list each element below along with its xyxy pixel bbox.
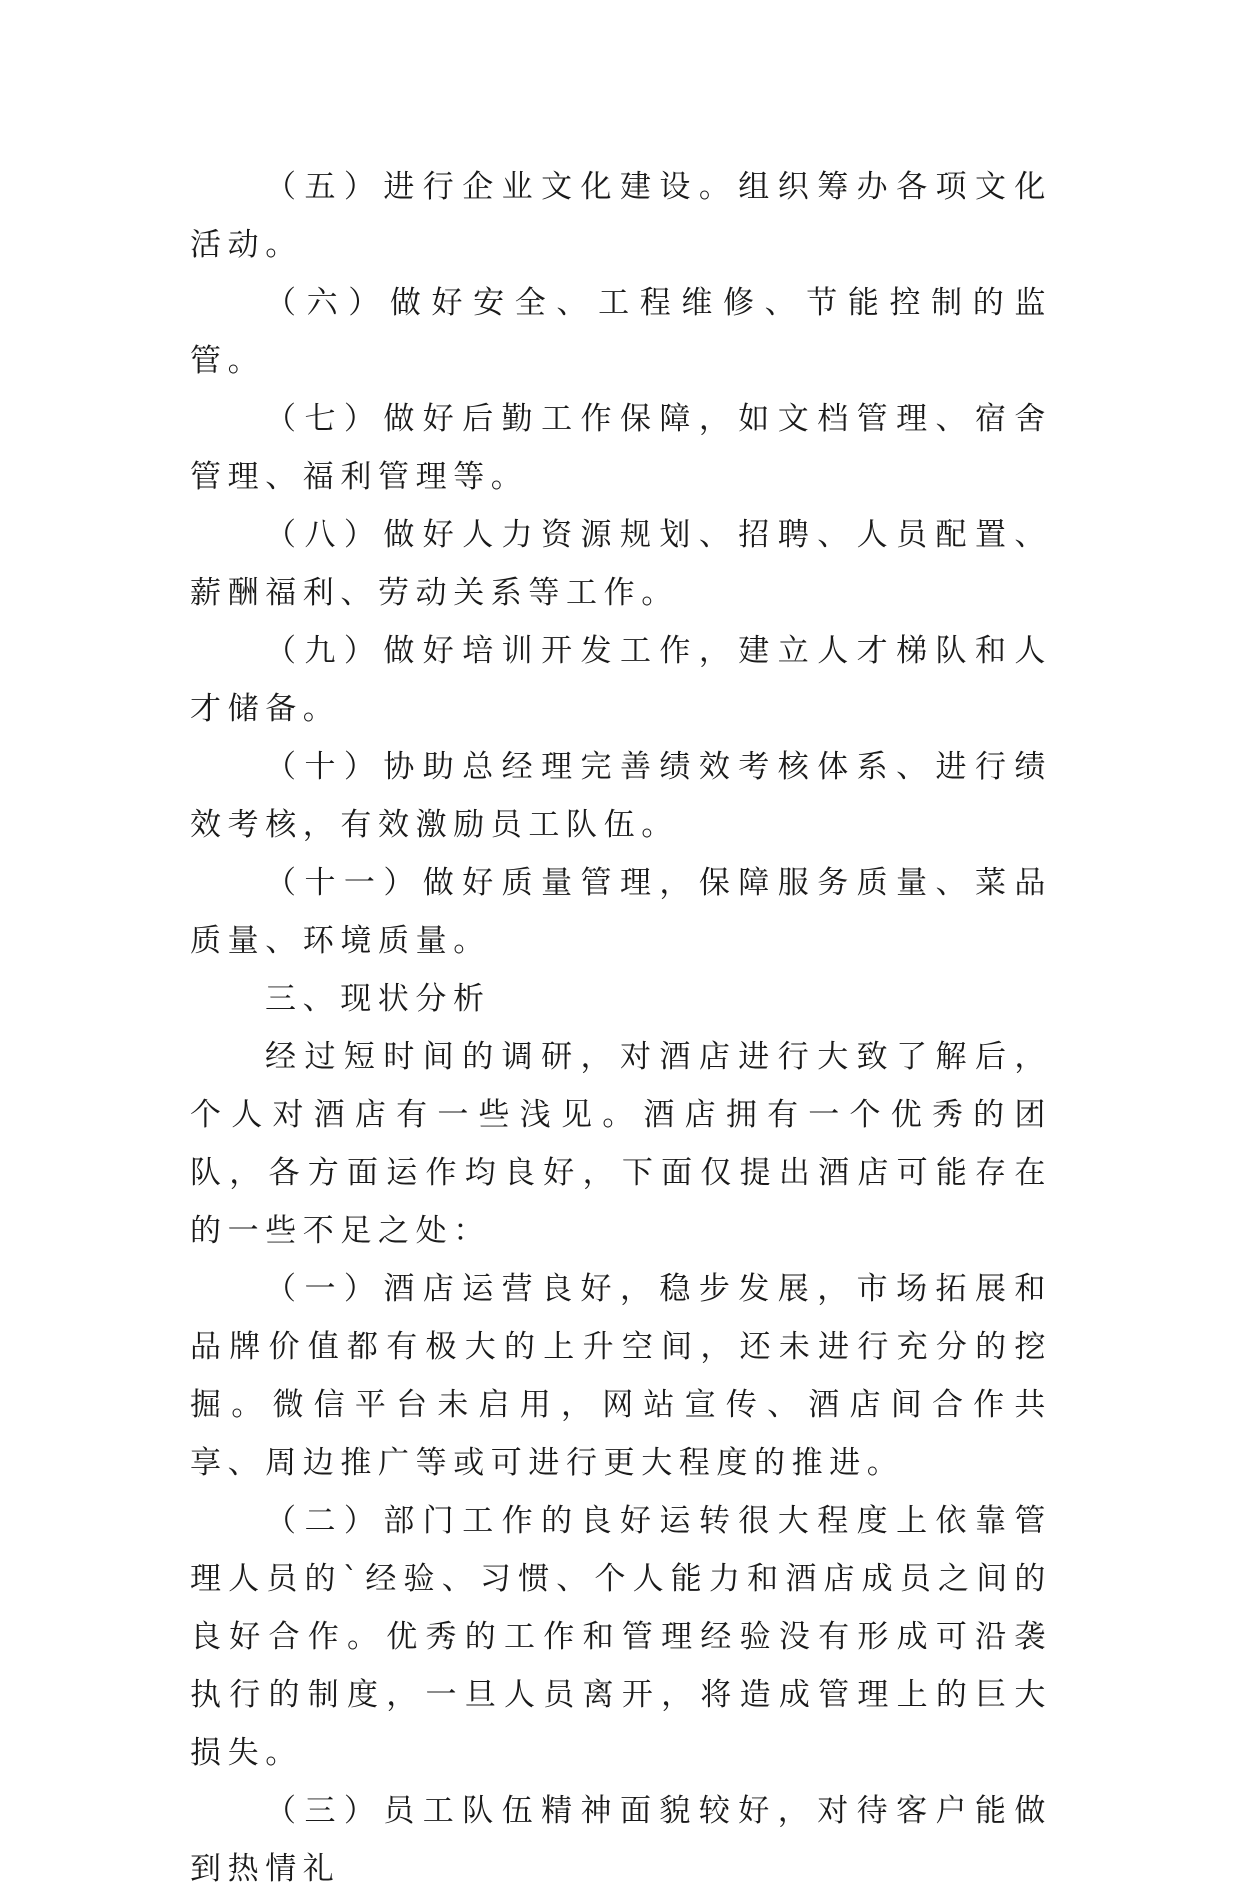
analysis-item-3: （三）员工队伍精神面貌较好，对待客户能做到热情礼 <box>190 1793 1052 1887</box>
paragraph-item-6: （六）做好安全、工程维修、节能控制的监管。 <box>190 285 1052 379</box>
paragraph-item-7: （七）做好后勤工作保障，如文档管理、宿舍管理、福利管理等。 <box>190 401 1052 495</box>
section-heading-3: 三、现状分析 <box>265 981 491 1017</box>
paragraph-item-9: （九）做好培训开发工作，建立人才梯队和人才储备。 <box>190 633 1052 727</box>
analysis-intro-paragraph: 经过短时间的调研，对酒店进行大致了解后，个人对酒店有一些浅见。酒店拥有一个优秀的团队，各方面运作均良好，下面仅提出酒店可能存在的一些不足之处： <box>190 1039 1052 1249</box>
analysis-item-2: （二）部门工作的良好运转很大程度上依靠管理人员的`经验、习惯、个人能力和酒店成员之间的良好合作。优秀的工作和管理经验没有形成可沿袭执行的制度，一旦人员离开，将造成管理上的巨大损失。 <box>190 1503 1052 1771</box>
document-body <box>190 158 1052 1898</box>
analysis-item-1: （一）酒店运营良好，稳步发展，市场拓展和品牌价值都有极大的上升空间，还未进行充分的挖掘。微信平台未启用，网站宣传、酒店间合作共享、周边推广等或可进行更大程度的推进。 <box>190 1271 1052 1481</box>
paragraph-item-8: （八）做好人力资源规划、招聘、人员配置、薪酬福利、劳动关系等工作。 <box>190 517 1052 611</box>
paragraph-item-10: （十）协助总经理完善绩效考核体系、进行绩效考核，有效激励员工队伍。 <box>190 749 1052 843</box>
paragraph-item-5: （五）进行企业文化建设。组织筹办各项文化活动。 <box>190 169 1052 263</box>
paragraph-item-11: （十一）做好质量管理，保障服务质量、菜品质量、环境质量。 <box>190 865 1052 959</box>
